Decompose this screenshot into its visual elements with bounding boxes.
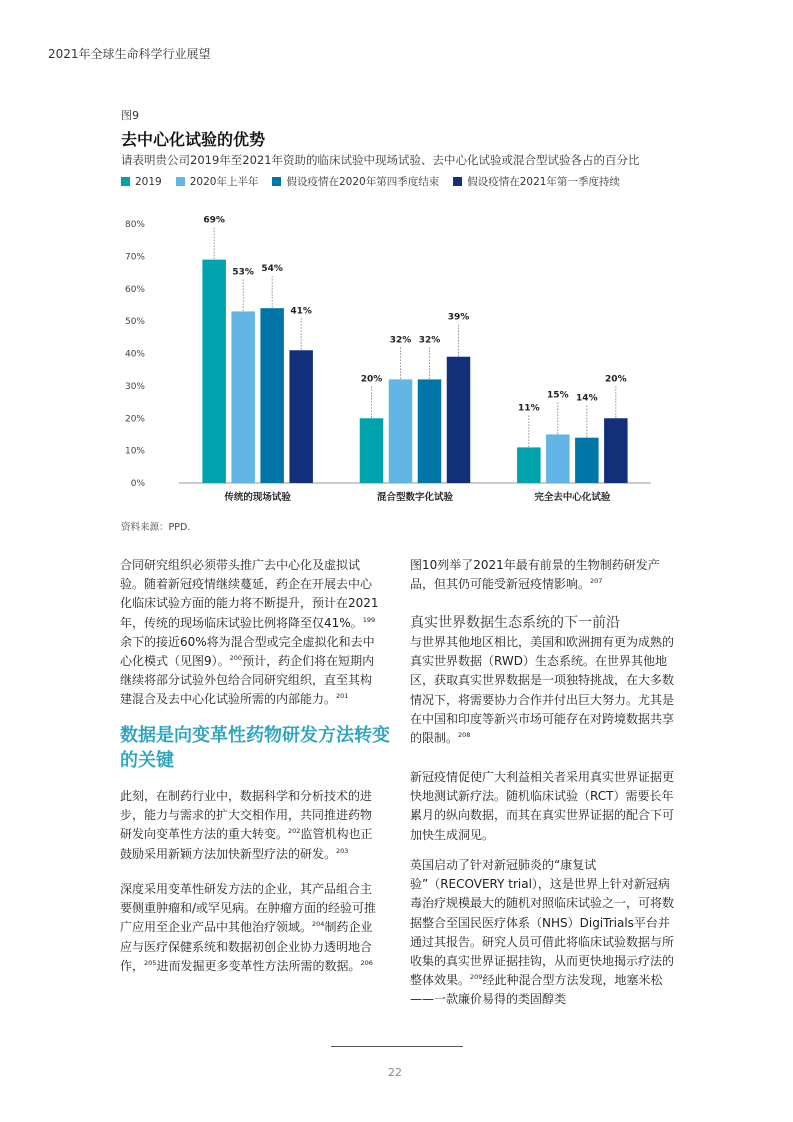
left-paragraph-3 — [120, 880, 380, 976]
text: 合同研究组织必须带头推广去中心化及虚拟试验。随着新冠疫情继续蔓延，药企在开展去中心化临床试验方面的能力将不断提升，预计在2021年，传统的现场临床试验比例将降至仅41%。 — [120, 558, 379, 630]
legend-item — [272, 174, 439, 189]
bar — [546, 434, 570, 483]
legend-swatch — [121, 177, 130, 186]
subsection-heading: 真实世界数据生态系统的下一前沿 — [410, 615, 620, 631]
y-tick-label: 80% — [124, 220, 145, 230]
right-paragraph-4 — [410, 856, 676, 1010]
text: 余下的接近60%将为混合型或完全虚拟化和去中心化模式（见图9）。 — [120, 634, 375, 669]
y-tick-label: 60% — [124, 284, 145, 295]
bar — [517, 447, 541, 483]
legend-swatch — [272, 177, 281, 186]
footnote-ref: 204 — [312, 920, 325, 929]
legend-item — [453, 174, 620, 189]
legend-item — [176, 174, 259, 189]
text: 经此种混合型方法发现，地塞米松——一款廉价易得的类固醇类 — [410, 973, 663, 1007]
data-label: 41% — [290, 306, 312, 317]
data-label: 32% — [418, 335, 441, 346]
figure-title: 去中心化试验的优势 — [121, 130, 266, 149]
x-category-label: 混合型数字化试验 — [376, 492, 454, 503]
text: 与世界其他地区相比，美国和欧洲拥有更为成熟的真实世界数据（RWD）生态系统。在世界其他地区，获取真实世界数据是一项独特挑战，在大多数情况下，将需要协力合作并付出巨大努力。尤其是在中国和印度等新兴市场可能存在对跨境数据共享的限制。 — [410, 635, 675, 746]
bar — [231, 311, 255, 483]
data-label: 20% — [360, 374, 383, 385]
text: 监管机构也正鼓励采用新颖方法加快新型疗法的研发。 — [120, 827, 373, 861]
left-paragraph-2 — [120, 787, 380, 864]
y-tick-label: 70% — [124, 252, 145, 263]
legend-label: 假设疫情在2021年第一季度持续 — [467, 176, 620, 188]
text: 预计，药企们将在短期内继续将部分试验外包给合同研究组织，直至其构建混合及去中心化试验所需的内部能力。 — [120, 654, 375, 707]
data-label: 20% — [605, 374, 627, 385]
y-tick-label: 10% — [124, 446, 145, 457]
footnote-ref: 200 — [229, 654, 243, 663]
y-tick-label: 0% — [130, 479, 145, 489]
bar — [447, 357, 471, 483]
data-label: 15% — [547, 390, 569, 401]
bar-chart — [121, 208, 666, 510]
data-label: 69% — [203, 215, 225, 226]
bar — [360, 418, 384, 483]
page-number: 22 — [388, 1066, 402, 1079]
legend-swatch — [453, 177, 462, 186]
data-label: 54% — [261, 264, 283, 275]
text: 此刻，在制药行业中，数据科学和分析技术的进步，能力与需求的扩大交相作用，共同推进药物研发向变革性方法的重大转变。 — [120, 789, 373, 842]
bar — [289, 350, 313, 483]
right-paragraph-1 — [410, 556, 676, 594]
footnote-ref: 206 — [360, 958, 373, 967]
footnote-ref: 205 — [144, 958, 157, 967]
footer-divider — [331, 1046, 463, 1047]
bar — [604, 418, 628, 483]
text: 新冠疫情促使广大利益相关者采用真实世界证据更快地测试新疗法。随机临床试验（RCT）需要长年累月的纵向数据，而其在真实世界证据的配合下可加快生成洞见。 — [410, 770, 675, 842]
bar — [418, 379, 442, 483]
bar — [260, 308, 284, 483]
text: 图10列举了2021年最有前景的生物制药研发产品，但其仍可能受新冠疫情影响。 — [410, 558, 660, 592]
legend-label: 2020年上半年 — [189, 176, 259, 188]
figure-subtitle: 请表明贵公司2019年至2021年资助的临床试验中现场试验、去中心化试验或混合型试验各占的百分比 — [121, 153, 640, 167]
bar — [202, 260, 226, 483]
y-tick-label: 20% — [124, 414, 145, 425]
footnote-ref: 201 — [336, 692, 349, 701]
footnote-ref: 203 — [336, 846, 349, 855]
footnote-ref: 209 — [470, 973, 483, 982]
right-paragraph-3 — [410, 768, 676, 845]
footnote-ref: 208 — [458, 731, 471, 740]
legend-swatch — [176, 177, 185, 186]
data-label: 11% — [518, 403, 540, 414]
text: 深度采用变革性研发方法的企业，其产品组合主要侧重肿瘤和/或罕见病。在肿瘤方面的经验可推广应用至企业产品中其他治疗领域。 — [120, 882, 377, 935]
figure-source: 资料来源：PPD. — [121, 522, 191, 533]
footnote-ref: 202 — [288, 827, 301, 836]
running-header: 2021年全球生命科学行业展望 — [48, 47, 211, 61]
footnote-ref: 199 — [362, 615, 376, 624]
data-label: 14% — [576, 393, 598, 404]
text: 英国启动了针对新冠肺炎的“康复试验”（RECOVERY trial），这是世界上针对新冠病毒治疗规模最大的随机对照临床试验之一，可将数据整合至国民医疗体系（NHS）DigiTrials平台并通过其报告。研究人员可借此将临床试验数据与所收集的真实世界证据挂钩，从而更快地揭示疗法的整体效果。 — [410, 858, 675, 988]
legend-label: 假设疫情在2020年第四季度结束 — [286, 176, 440, 188]
bar — [575, 438, 599, 483]
y-tick-label: 50% — [124, 317, 145, 328]
figure-label: 图9 — [121, 109, 139, 122]
text: 制药企业应与医疗保健系统和数据初创企业协力透明地合作， — [120, 920, 373, 973]
y-tick-label: 30% — [124, 381, 145, 392]
left-paragraph-1 — [120, 556, 380, 710]
x-category-label: 传统的现场试验 — [224, 492, 291, 503]
chart-legend — [121, 174, 620, 189]
data-label: 39% — [447, 312, 470, 323]
legend-item — [121, 174, 162, 189]
legend-label: 2019 — [135, 175, 162, 188]
text: 进而发掘更多变革性方法所需的数据。 — [156, 958, 361, 973]
footnote-ref: 207 — [590, 577, 603, 586]
data-label: 53% — [232, 267, 254, 278]
y-tick-label: 40% — [124, 349, 145, 360]
right-paragraph-2 — [410, 633, 676, 748]
x-category-label: 完全去中心化试验 — [534, 492, 611, 503]
bar — [389, 379, 413, 483]
data-label: 32% — [389, 335, 412, 346]
section-heading: 数据是向变革性药物研发方法转变的关键 — [120, 725, 390, 771]
